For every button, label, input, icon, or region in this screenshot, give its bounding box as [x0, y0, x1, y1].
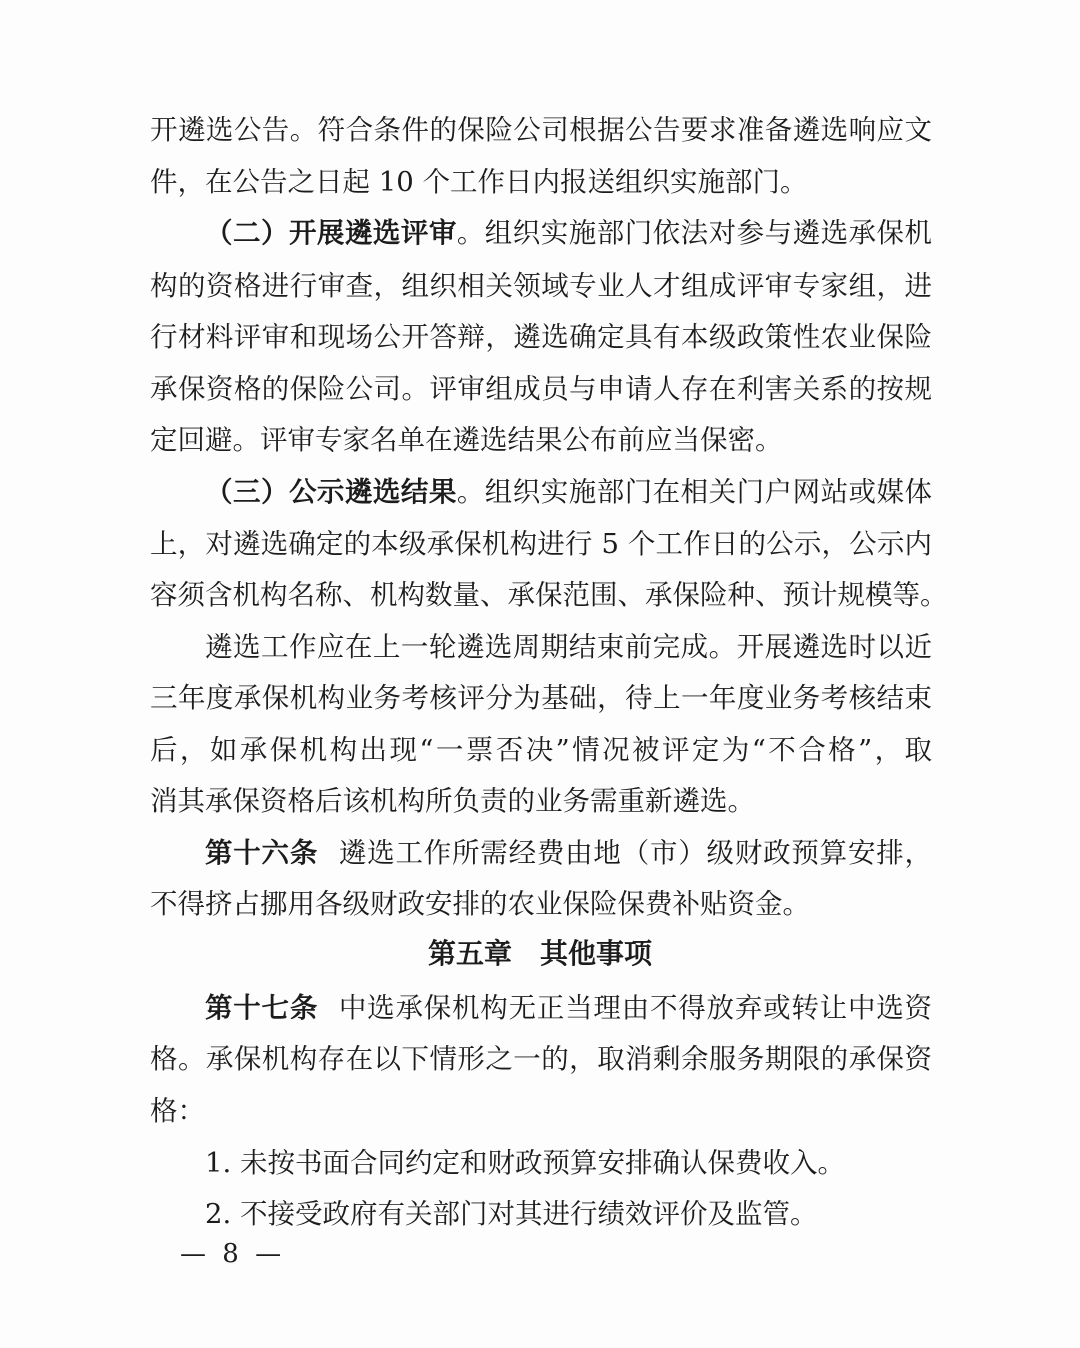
paragraph-line: 后，如承保机构出现“一票否决”情况被评定为“不合格”，取 — [150, 734, 932, 766]
section-text: 。组织实施部门在相关门户网站或媒体 — [456, 476, 933, 508]
chapter-heading — [0, 934, 1080, 974]
paragraph-line: 件，在公告之日起 10 个工作日内报送组织实施部门。 — [150, 166, 808, 198]
paragraph-line: 容须含机构名称、机构数量、承保范围、承保险种、预计规模等。 — [150, 579, 948, 611]
paragraph-line: 消其承保资格后该机构所负责的业务需重新遴选。 — [150, 785, 755, 817]
paragraph-line: 构的资格进行审查，组织相关领域专业人才组成评审专家组，进 — [150, 270, 932, 302]
article-label: 第十七条 — [205, 992, 319, 1024]
list-item: 1. 未按书面合同约定和财政预算安排确认保费收入。 — [205, 1147, 845, 1179]
section-heading-line — [205, 472, 932, 512]
chapter-number: 第五章 — [427, 937, 512, 970]
paragraph-line: 上，对遴选确定的本级承保机构进行 5 个工作日的公示，公示内 — [150, 528, 932, 560]
paragraph-line: 定回避。评审专家名单在遴选结果公布前应当保密。 — [150, 424, 783, 456]
section-heading: （三）公示遴选结果 — [205, 476, 457, 508]
paragraph-line: 格： — [150, 1095, 205, 1127]
section-text: 。组织实施部门依法对参与遴选承保机 — [456, 217, 933, 249]
list-item: 2. 不接受政府有关部门对其进行绩效评价及监管。 — [205, 1198, 818, 1230]
paragraph-line: 行材料评审和现场公开答辩，遴选确定具有本级政策性农业保险 — [150, 321, 932, 353]
paragraph-line: 不得挤占挪用各级财政安排的农业保险保费补贴资金。 — [150, 888, 810, 920]
chapter-title: 其他事项 — [540, 937, 653, 970]
article-line — [205, 833, 932, 873]
article-line — [205, 988, 932, 1028]
paragraph-line: 三年度承保机构业务考核评分为基础，待上一年度业务考核结束 — [150, 682, 932, 714]
section-heading-line — [205, 213, 932, 253]
article-label: 第十六条 — [205, 837, 319, 869]
paragraph-line: 开遴选公告。符合条件的保险公司根据公告要求准备遴选响应文 — [150, 114, 932, 146]
page-number: — 8 — — [180, 1239, 286, 1269]
paragraph-line: 格。承保机构存在以下情形之一的，取消剩余服务期限的承保资 — [150, 1043, 932, 1075]
article-text: 遴选工作所需经费由地（市）级财政预算安排， — [338, 837, 933, 869]
paragraph-line: 承保资格的保险公司。评审组成员与申请人存在利害关系的按规 — [150, 373, 932, 405]
paragraph-line: 遴选工作应在上一轮遴选周期结束前完成。开展遴选时以近 — [205, 631, 932, 663]
article-text: 中选承保机构无正当理由不得放弃或转让中选资 — [338, 992, 933, 1024]
section-heading: （二）开展遴选评审 — [205, 217, 457, 249]
